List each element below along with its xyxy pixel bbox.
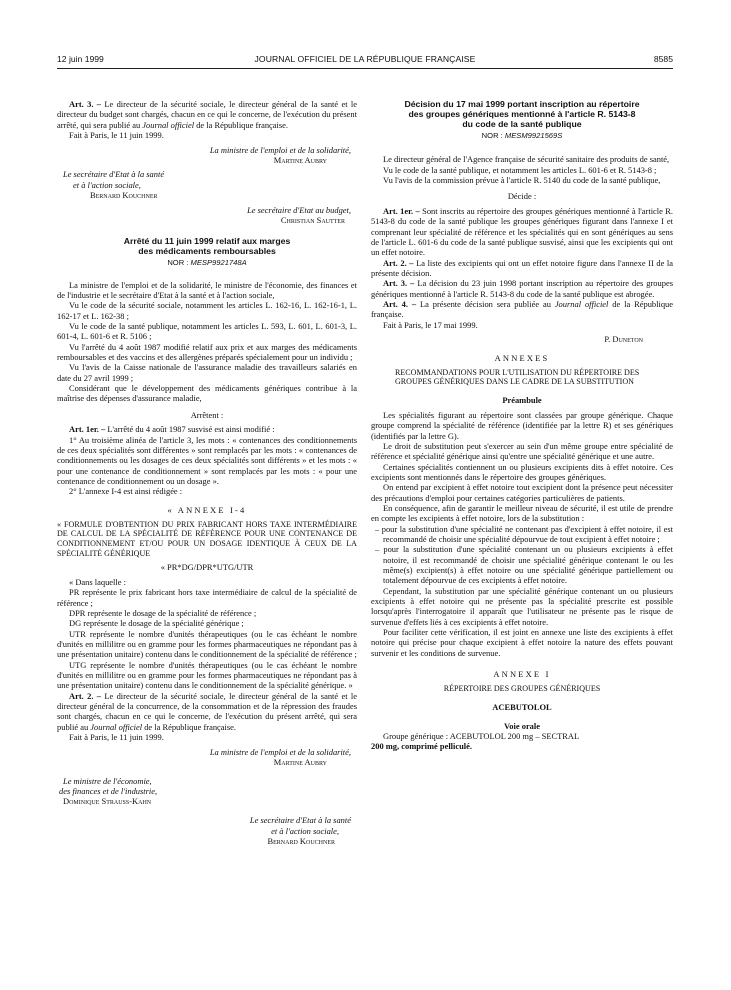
definition-utr: UTR représente le nombre d'unités thérapeutiques (ou le cas échéant le nombre d'unités en millilitre ou en gramme pour les formes pharmaceutiques ne répondant pas à une présentation unitaire) contenu dans le conditionnement de la spécialité de référence ; [57,628,357,660]
left-column [57,99,357,846]
nor-label: NOR : [167,258,191,268]
article-3-label: Art. 3. – [69,99,101,109]
fait-paris-2: Fait à Paris, le 11 juin 1999. [69,732,164,743]
header-page-number: 8585 [653,54,673,64]
signature-3-name: Christian Sautter [280,215,345,225]
recommendation-p3: Certaines spécialités contiennent un ou plusieurs excipients dits à effet notoire. Ces excipients sont mentionnés dans le répertoire des groupes génériques. [371,461,673,482]
recommendation-p4: On entend par excipient à effet notoire tout excipient dont la présence peut nécessiter des précautions d'emploi pour certaines catégories particulières de patients. [371,482,673,503]
preamble-p4: Vu l'arrêté du 4 août 1987 modifié relatif aux prix et aux marges des médicaments remboursables et des vaccins et des allergènes préparés spécialement pour un individu ; [57,341,357,363]
fait-paris-1: Fait à Paris, le 11 juin 1999. [69,130,164,141]
definition-utg: UTG représente le nombre d'unités thérapeutiques (ou le cas échéant le nombre d'unités en millilitre ou en gramme pour les formes pharmaceutiques ne répondant pas à une présentation unitaire) contenu dans le conditionnement de la spécialité générique. » [57,659,357,691]
decision-article-3-label: Art. 3. – [383,278,415,289]
recommendation-p5: En conséquence, afin de garantir le meilleur niveau de sécurité, il est utile de prendre en compte les excipients à effet notoire, lors de la substitution : [371,502,673,524]
article-2-end: de la République française. [142,721,237,732]
decision-p3: Vu l'avis de la commission prévue à l'article R. 5140 du code de la santé publique, [383,175,661,186]
definition-pr: PR représente le prix fabricant hors taxe intermédiaire de calcul de la spécialité de référence ; [57,587,357,608]
arrete-heading [57,236,357,268]
decision-article-4-text: La présente décision sera publiée au [416,299,555,309]
definition-dg: DG représente le dosage de la spécialité générique ; [69,618,244,629]
decision-article-4-label: Art. 4. – [383,299,417,309]
article-2-label: Art. 2. – [69,690,101,701]
annexes-heading: ANNEXES [494,353,550,364]
decision-p1: Le directeur général de l'Agence française de sécurité sanitaire des produits de santé, [383,154,670,165]
article-1 [57,424,357,434]
article-2-text: Le directeur de la sécurité sociale, le directeur général de la santé et le directeur général de la concurrence, de la consommation et de la répression des fraudes sont chargés, chacun en ce qui le concerne, de l'exécution du présent arrêté, qui sera publié au [57,690,357,732]
recommendation-p2: Le droit de substitution peut s'exercer au sein d'un même groupe entre spécialité de référence et spécialité générique ainsi qu'entre une spécialité générique et une autre. [371,440,673,462]
decision-article-2-text: La liste des excipients qui ont un effet notoire figure dans l'annexe II de la présente décision. [371,257,674,278]
article-3-jo: Journal officiel [142,119,195,130]
decision-article-4-end: de la République française. [371,299,674,320]
signature-5-name: Dominique Strauss-Kahn [63,796,152,807]
nor-value: MESP9921748A [190,258,247,268]
preamble-p6: Considérant que le développement des médicaments génériques contribue à la maîtrise des dépenses d'assurance maladie, [57,383,357,404]
article-1-point-2: 2° L'annexe I-4 est ainsi rédigée : [69,486,183,497]
article-1-point-1: 1° Au troisième alinéa de l'article 3, les mots : « contenances des conditionnements de ces deux spécialités sont différentes » sont remplacés par les mots : « contenances de conditionnements ou les dosages de ces deux spécialités sont différents » et les mots : « pour une contenance de conditionnement » sont remplacés par les mots : « pour une contenance de conditionnement ou un dosage ». [57,434,357,487]
article-3-text: Le directeur de la sécurité sociale, le directeur général de la santé et le directeur du budget sont chargés, chacun en ce qui le concerne, de l'exécution du présent arrêté, qui sera publié au [57,99,357,130]
signature-6-role-1: Le secrétaire d'Etat à la santé [249,815,351,826]
decision-article-2-label: Art. 2. – [383,257,414,268]
preamble-p2: Vu le code de la sécurité sociale, notamment les articles L. 162-16, L. 162-16-1, L. 162-17 et L. 162-38 ; [57,300,357,321]
article-2 [57,691,357,732]
recommendation-p1: Les spécialités figurant au répertoire sont classées par groupe générique. Chaque groupe comprend la spécialité de référence (identifiée par la lettre R) et ses génériques (identifiés par la lettre G). [371,409,673,441]
decision-signature-name: P. Duneton [604,334,643,345]
decision-article-2 [371,258,673,279]
signature-1-role: La ministre de l'emploi et de la solidarité, [209,144,351,155]
preamble-p1: La ministre de l'emploi et de la solidarité, le ministre de l'économie, des finances et de l'industrie et le secrétaire d'Etat à la santé et à l'action sociale, [57,279,357,301]
voie-orale-heading: Voie orale [503,720,540,731]
signature-6-name: Bernard Kouchner [267,835,335,846]
formule-heading: « FORMULE D'OBTENTION DU PRIX FABRICANT HORS TAXE INTERMÉDIAIRE DE CALCUL DE LA SPÉCIALITÉ DE RÉFÉRENCE POUR UNE CONTENANCE DE CONDITIONNEMENT ET/OU POUR UN DOSAGE IDENTIQUE À CEUX DE LA SPÉCIALITÉ GÉNÉRIQUE [57,519,357,558]
decision-article-4 [371,299,673,320]
signature-2-name: Bernard Kouchner [90,190,158,201]
signature-3-role: Le secrétaire d'Etat au budget, [247,204,351,215]
decide: Décide : [507,191,537,202]
signature-4-name: Martine Aubry [273,756,327,767]
nor-value: MESM9921569S [504,131,563,140]
signature-2-role-2: et à l'action sociale, [73,179,141,190]
preambule-heading: Préambule [502,395,542,406]
header-title: JOURNAL OFFICIEL DE LA RÉPUBLIQUE FRANÇAISE [254,54,476,64]
decision-nor [371,131,673,141]
article-1-text: L'arrêté du 4 août 1987 susvisé est ainsi modifié : [105,424,275,435]
article-2-jo: Journal officiel [90,721,143,732]
repertoire-heading: RÉPERTOIRE DES GROUPES GÉNÉRIQUES [443,683,601,693]
arrete-title-line-2: des médicaments remboursables [138,246,276,257]
definition-dpr: DPR représente le dosage de la spécialité de référence ; [69,607,257,618]
arretent: Arrêtent : [190,409,224,420]
decision-article-3 [371,278,673,299]
signature-1-name: Martine Aubry [273,154,327,165]
recommendation-bullet-1: – pour la substitution d'une spécialité ne contenant pas d'excipient à effet notoire, il est recommandé de choisir une spécialité dépourvue de tout excipient à effet notoire ; [375,523,673,544]
preamble-p3: Vu le code de la santé publique, notamment les articles L. 593, L. 601, L. 601-3, L. 601-4, L. 601-6 et R. 5106 ; [57,321,357,342]
right-column [371,99,673,752]
signature-6-role-2: et à l'action sociale, [271,825,339,836]
article-1-label: Art. 1er. – [69,424,106,435]
header-rule [57,68,673,69]
page-header [57,54,673,68]
groupe-generique-line-2: 200 mg, comprimé pelliculé. [371,741,472,752]
recommendation-p9: Pour faciliter cette vérification, il est joint en annexe une liste des excipients à effet notoire qui précise pour chaque excipient à effet notoire la nature des effets pouvant survenir et les conditions de survenue. [371,627,673,658]
decision-article-1-label: Art. 1er. – [383,205,420,216]
arrete-nor [57,258,357,268]
signature-4-role: La ministre de l'emploi et de la solidarité, [209,746,351,757]
decision-p2: Vu le code de la santé publique, et notamment les articles L. 601-6 et R. 5143-8 ; [383,164,657,175]
recommandations-heading: RECOMMANDATIONS POUR L'UTILISATION DU RÉPERTOIRE DES GROUPES GÉNÉRIQUES DANS LE CADRE DE LA SUBSTITUTION [395,367,640,387]
decision-title-line-3: du code de la santé publique [462,119,582,129]
acebutolol-heading: ACEBUTOLOL [492,701,552,712]
decision-fait-paris: Fait à Paris, le 17 mai 1999. [383,319,478,330]
decision-article-4-jo: Journal officiel [554,299,609,309]
article-3-end: de la République française. [194,119,289,130]
dans-laquelle: « Dans laquelle : [69,576,126,587]
preamble-p5: Vu l'avis de la Caisse nationale de l'assurance maladie des travailleurs salariés en date du 27 avril 1999 ; [57,362,357,383]
nor-label: NOR : [481,131,505,140]
recommendation-p8: Cependant, la substitution par une spécialité générique contenant un ou plusieurs excipients à effet notoire qui ne présente pas la spécialité prescrite est possible lorsqu'après l'interrogatoire il apparaît que l'utilisateur ne présente pas le risque de survenue d'effets liés à ces excipients à effet notoire. [371,585,673,627]
decision-article-1 [371,206,673,258]
signature-5-role-1: Le ministre de l'économie, [63,775,152,786]
signature-5-role-2: des finances et de l'industrie, [59,786,158,797]
formula-expression: « PR*DG/DPR*UTG/UTR [160,562,254,573]
decision-title-line-2: des groupes génériques mentionné à l'article R. 5143-8 [408,109,636,119]
decision-heading [371,99,673,141]
decision-article-1-text: Sont inscrits au répertoire des groupes génériques mentionné à l'article R. 5143-8 du code de la santé publique les groupes génériques figurant dans l'annexe I et comprenant leur spécialité de référence et les spécialités qui en sont génériques au sens de l'article L. 601-6 du code de la santé publique susvisé, ainsi que les excipients qui ont un effet notoire. [371,205,673,258]
groupe-generique-line-1: Groupe générique : ACEBUTOLOL 200 mg – SECTRAL [383,730,580,741]
header-date: 12 juin 1999 [57,54,104,64]
signature-2-role-1: Le secrétaire d'Etat à la santé [63,169,165,180]
arrete-title-line-1: Arrêté du 11 juin 1999 relatif aux marges [123,236,291,247]
decision-title-line-1: Décision du 17 mai 1999 portant inscription au répertoire [404,99,640,109]
decision-article-3-text: La décision du 23 juin 1998 portant inscription au répertoire des groupes génériques mentionné à l'article R. 5143-8 du code de la santé publique est abrogée. [371,278,673,299]
article-3 [57,99,357,130]
annexe-i-heading: ANNEXE I [493,669,551,680]
annexe-i-4-heading: « ANNEXE I-4 [167,505,247,516]
recommendation-bullet-2: – pour la substitution d'une spécialité contenant un ou plusieurs excipients à effet notoire, il est recommandé de choisir une spécialité générique contenant le ou les même(s) excipient(s) à effet notoire ou une spécialité générique partiellement ou totalement dépourvue de ces excipients à effet notoire. [375,544,673,586]
